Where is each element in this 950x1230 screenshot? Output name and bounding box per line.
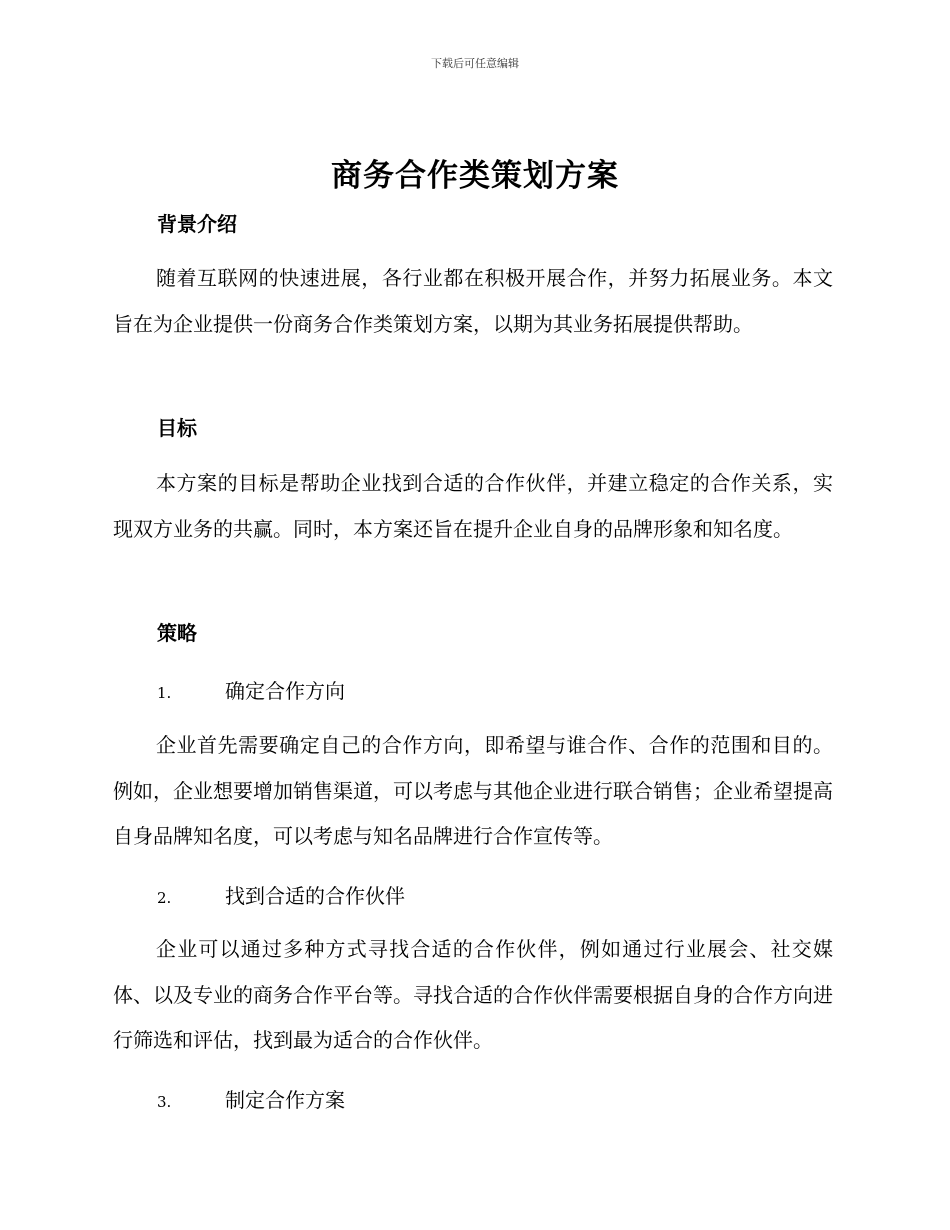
section-heading-strategy: 策略 <box>157 621 197 645</box>
list-item-paragraph: 企业首先需要确定自己的合作方向，即希望与谁合作、合作的范围和目的。例如，企业想要增加销售渠道，可以考虑与其他企业进行联合销售；企业希望提高自身品牌知名度，可以考虑与知名品牌进行合作宣传等。 <box>113 733 833 848</box>
list-item-title: 制定合作方案 <box>225 1088 345 1112</box>
section-paragraph-goal: 本方案的目标是帮助企业找到合适的合作伙伴，并建立稳定的合作关系，实现双方业务的共赢。同时，本方案还旨在提升企业自身的品牌形象和知名度。 <box>113 471 833 541</box>
list-item <box>157 1084 345 1113</box>
list-item-paragraph: 企业可以通过多种方式寻找合适的合作伙伴，例如通过行业展会、社交媒体、以及专业的商务合作平台等。寻找合适的合作伙伴需要根据自身的合作方向进行筛选和评估，找到最为适合的合作伙伴。 <box>113 937 833 1052</box>
list-item-number: 1. <box>157 684 172 702</box>
section-paragraph-background: 随着互联网的快速进展，各行业都在积极开展合作，并努力拓展业务。本文旨在为企业提供一份商务合作类策划方案，以期为其业务拓展提供帮助。 <box>113 266 833 336</box>
section-heading-background: 背景介绍 <box>157 212 237 236</box>
list-item <box>157 880 405 909</box>
page-title: 商务合作类策划方案 <box>331 158 619 194</box>
header-note: 下载后可任意编辑 <box>431 57 519 70</box>
list-item-number: 2. <box>157 889 172 907</box>
list-item-title: 确定合作方向 <box>225 679 345 703</box>
section-heading-goal: 目标 <box>157 416 197 440</box>
list-item-number: 3. <box>157 1093 172 1111</box>
list-item <box>157 675 345 704</box>
list-item-title: 找到合适的合作伙伴 <box>225 884 405 908</box>
